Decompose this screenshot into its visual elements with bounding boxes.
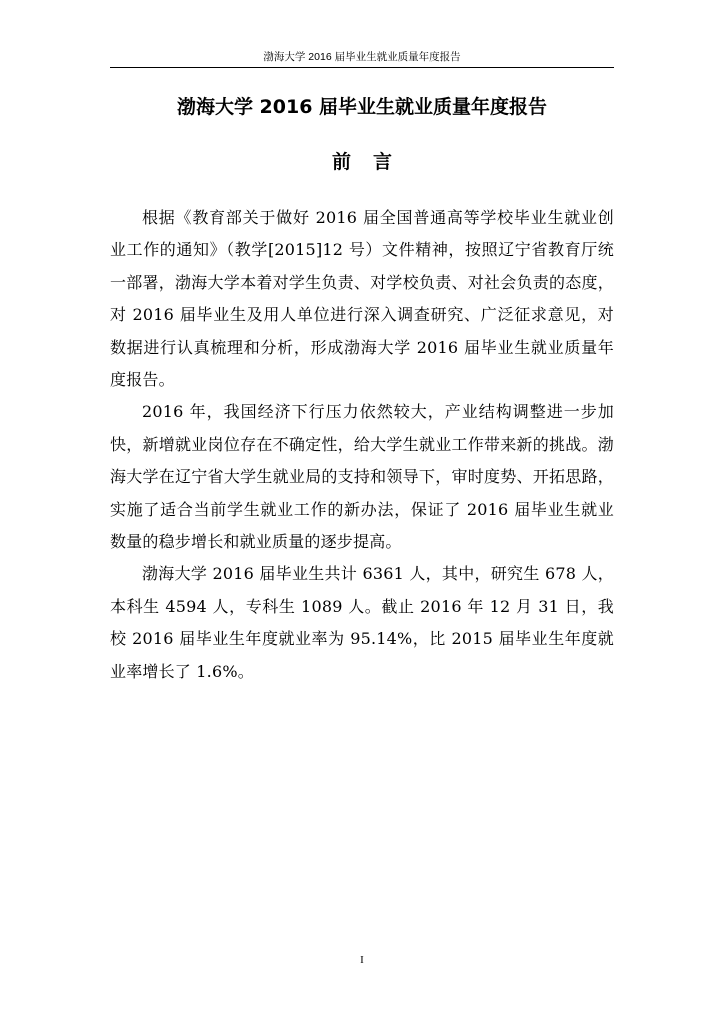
running-header: 渤海大学 2016 届毕业生就业质量年度报告 xyxy=(263,51,461,63)
paragraph-3: 渤海大学 2016 届毕业生共计 6361 人，其中，研究生 678 人，本科生 4594 人，专科生 1089 人。截止 2016 年 12 月 31 日，我校 2016 届毕业生年度就业率为 95.14%，比 2015 届毕业生年度就业率增长了 1.6%。 xyxy=(110,564,614,681)
preface-heading: 前言 xyxy=(331,151,414,173)
page-number: I xyxy=(360,954,364,966)
paragraph-1: 根据《教育部关于做好 2016 届全国普通高等学校毕业生就业创业工作的通知》（教学[2015]12 号）文件精神，按照辽宁省教育厅统一部署，渤海大学本着对学生负责、对学校负责、对社会负责的态度，对 2016 届毕业生及用人单位进行深入调查研究、广泛征求意见，对数据进行认真梳理和分析，形成渤海大学 2016 届毕业生就业质量年度报告。 xyxy=(110,208,614,390)
paragraph-2: 2016 年，我国经济下行压力依然较大，产业结构调整进一步加快，新增就业岗位存在不确定性，给大学生就业工作带来新的挑战。渤海大学在辽宁省大学生就业局的支持和领导下，审时度势、开拓思路，实施了适合当前学生就业工作的新办法，保证了 2016 届毕业生就业数量的稳步增长和就业质量的逐步提高。 xyxy=(110,402,614,552)
header-divider xyxy=(110,67,614,68)
document-title: 渤海大学 2016 届毕业生就业质量年度报告 xyxy=(176,96,548,118)
preface-body xyxy=(110,202,614,688)
